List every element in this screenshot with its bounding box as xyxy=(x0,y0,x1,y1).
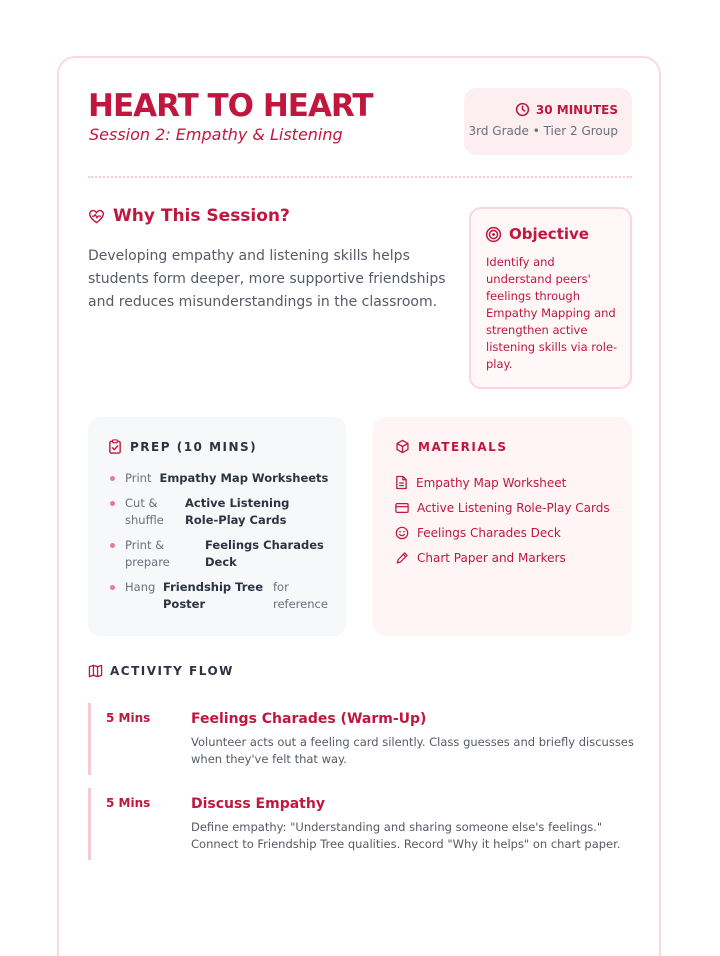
step-title: Feelings Charades (Warm-Up) xyxy=(191,711,427,727)
prep-verb: Hang xyxy=(125,580,156,594)
prep-box xyxy=(88,417,346,636)
box-icon xyxy=(395,439,410,454)
prep-item xyxy=(108,579,336,613)
bullet-dot xyxy=(110,543,115,548)
map-icon xyxy=(88,664,103,678)
bullet-dot xyxy=(110,501,115,506)
page-title: HEART TO HEART xyxy=(88,88,373,124)
duration-badge xyxy=(464,88,632,155)
material-item xyxy=(395,495,610,520)
prep-item xyxy=(108,470,336,487)
material-item xyxy=(395,520,610,545)
divider xyxy=(88,176,632,178)
clock-icon xyxy=(515,102,530,117)
cards-icon xyxy=(395,502,409,514)
prep-list xyxy=(108,470,336,621)
activity-flow-heading: ACTIVITY FLOW xyxy=(110,664,234,678)
heart-pulse-icon xyxy=(88,208,105,225)
step-duration: 5 Mins xyxy=(106,796,151,810)
session-subtitle: Session 2: Empathy & Listening xyxy=(89,125,343,144)
activity-step xyxy=(88,788,632,860)
prep-noun: Empathy Map Worksheets xyxy=(159,471,329,485)
bullet-dot xyxy=(110,476,115,481)
step-duration: 5 Mins xyxy=(106,711,151,725)
prep-noun: Friendship Tree Poster xyxy=(163,580,264,611)
objective-text: Identify and understand peers' feelings through Empathy Mapping and strengthen active listening skills via role-play. xyxy=(486,255,618,371)
material-label: Chart Paper and Markers xyxy=(417,550,566,565)
prep-suffix: for reference xyxy=(273,580,328,611)
step-title: Discuss Empathy xyxy=(191,796,325,812)
materials-heading: MATERIALS xyxy=(418,439,508,454)
prep-item xyxy=(108,495,336,529)
document-icon xyxy=(395,475,408,490)
why-heading: Why This Session? xyxy=(113,206,290,226)
material-label: Empathy Map Worksheet xyxy=(416,475,567,490)
material-label: Active Listening Role-Play Cards xyxy=(417,500,610,515)
prep-noun: Active Listening Role-Play Cards xyxy=(185,496,290,527)
materials-list xyxy=(395,470,610,570)
prep-verb: Print & prepare xyxy=(125,538,170,569)
duration-label: 30 MINUTES xyxy=(535,102,618,117)
step-description: Define empathy: "Understanding and sharing someone else's feelings." Connect to Friendship Tree qualities. Record "Why it helps" on chart paper. xyxy=(191,820,621,851)
step-description: Volunteer acts out a feeling card silently. Class guesses and briefly discusses when they've felt that way. xyxy=(191,735,634,766)
prep-noun: Feelings Charades Deck xyxy=(205,538,324,569)
target-icon xyxy=(485,226,502,243)
activity-step xyxy=(88,703,632,775)
prep-heading: PREP (10 MINS) xyxy=(130,439,258,454)
prep-item xyxy=(108,537,336,571)
objective-box xyxy=(469,207,632,389)
smiley-icon xyxy=(395,526,409,540)
marker-icon xyxy=(395,551,409,565)
prep-verb: Print xyxy=(125,471,152,485)
audience-label: 3rd Grade • Tier 2 Group xyxy=(468,124,618,138)
bullet-dot xyxy=(110,585,115,590)
material-item xyxy=(395,470,610,495)
material-label: Feelings Charades Deck xyxy=(417,525,561,540)
clipboard-check-icon xyxy=(108,439,122,454)
prep-verb: Cut & shuffle xyxy=(125,496,164,527)
materials-box xyxy=(373,417,632,636)
why-text: Developing empathy and listening skills helps students form deeper, more supportive friendships and reduces misunderstandings in the classroom. xyxy=(88,248,446,310)
objective-heading: Objective xyxy=(509,225,589,243)
material-item xyxy=(395,545,610,570)
